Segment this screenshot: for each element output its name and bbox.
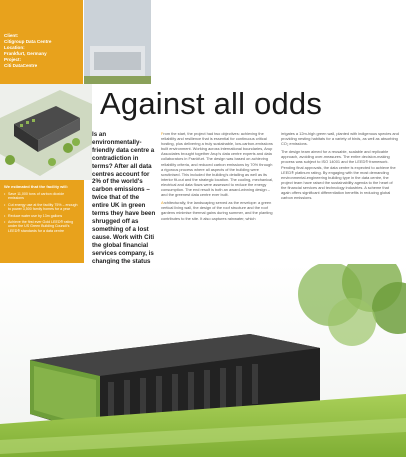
aerial-render-image [0,84,92,180]
building-render-image [0,264,406,457]
body-paragraph: From the start, the project had two objectives: achieving the reliability and resilience that is essential for continuous critical hosting, plus delivering a truly sustainable, low-carbon-emissions built environment. Working across international boundaries, Arup Associates brought together Arup's data centre experts and data collaborators in Frankfurt. The design was based on achieving reliability criteria, and reduced carbon emissions by 70% through a rigorous process where all aspects of the building were scrutinised. This included the building's detailing as well as its interior fit-out and the strategic location. The cooling, mechanical, electrical and data flows were assessed to reduce the energy consumption. The end result is both an award-winning design – and the greenest data centre ever built. [161,131,274,198]
project-info-block [0,0,83,84]
estimate-item: • Cut energy use at the facility 75% – enough to power 3,500 family homes for a year [4,203,80,212]
aerial-render [0,84,92,180]
estimates-list [4,192,80,233]
info-project-value: Citi DataCentre [4,63,38,68]
info-client-value: Citigroup Data Centre [4,39,52,44]
estimates-lead: We estimated that the facility will: [4,184,68,189]
info-project-label: Project: [4,57,22,62]
article-headline: Against all odds [100,86,323,121]
body-paragraph: irrigates a 12m-high green wall, planted with indigenous species and providing nesting habitats for a variety of birds, as well as absorbing CO₂ emissions. [281,131,399,147]
body-paragraph: Architecturally, the landscaping served as the envelope: a green vertical living wall, the design of the roof structure and the roof gardens minimise thermal gains during summer, and the planting contributes to the site. It also captures rainwater, which [161,200,273,221]
estimates-box [0,180,84,263]
info-client-label: Client: [4,33,19,38]
body-column-right [281,131,399,203]
estimate-item: • Reduce water use by 13m gallons [4,214,80,218]
thumbnail-illustration [84,0,151,84]
intro-paragraph: Is an environmentally-friendly data centre a contradiction in terms? After all data centres account for 2% of the world's carbon emissions – twice that of the entire UK in green terms they have been shrugged off as something of a lost cause. Work with Citi the global financial services company, is changing the status [92,131,156,265]
estimate-item: • Achieve the first ever Gold LEED® rating under the US Green Building Council's LEED® standards for a data centre [4,220,80,233]
data-centre-render [0,264,406,457]
body-column-middle [161,131,275,224]
estimate-item: • Save 11,000 tons of carbon dioxide emissions [4,192,80,201]
info-location-label: Location: [4,45,25,50]
info-location-value: Frankfurt, Germany [4,51,47,56]
thumbnail-photo [84,0,151,84]
body-paragraph: The design team aimed for a reusable, scalable and replicable approach, avoiding over-measures. The entire decision-making process was subject to ISO 14001 and the LEED® framework. Pending final approvals, the data centre is expected to achieve the LEED® platinum rating. By engaging with the most demanding environmental-engineering building type in the data centre, the project team have raised the sustainability agenda to the heart of the financial services and technology industries. A scheme that again offers significant differentiation benefits in reducing global carbon emissions. [281,149,396,201]
